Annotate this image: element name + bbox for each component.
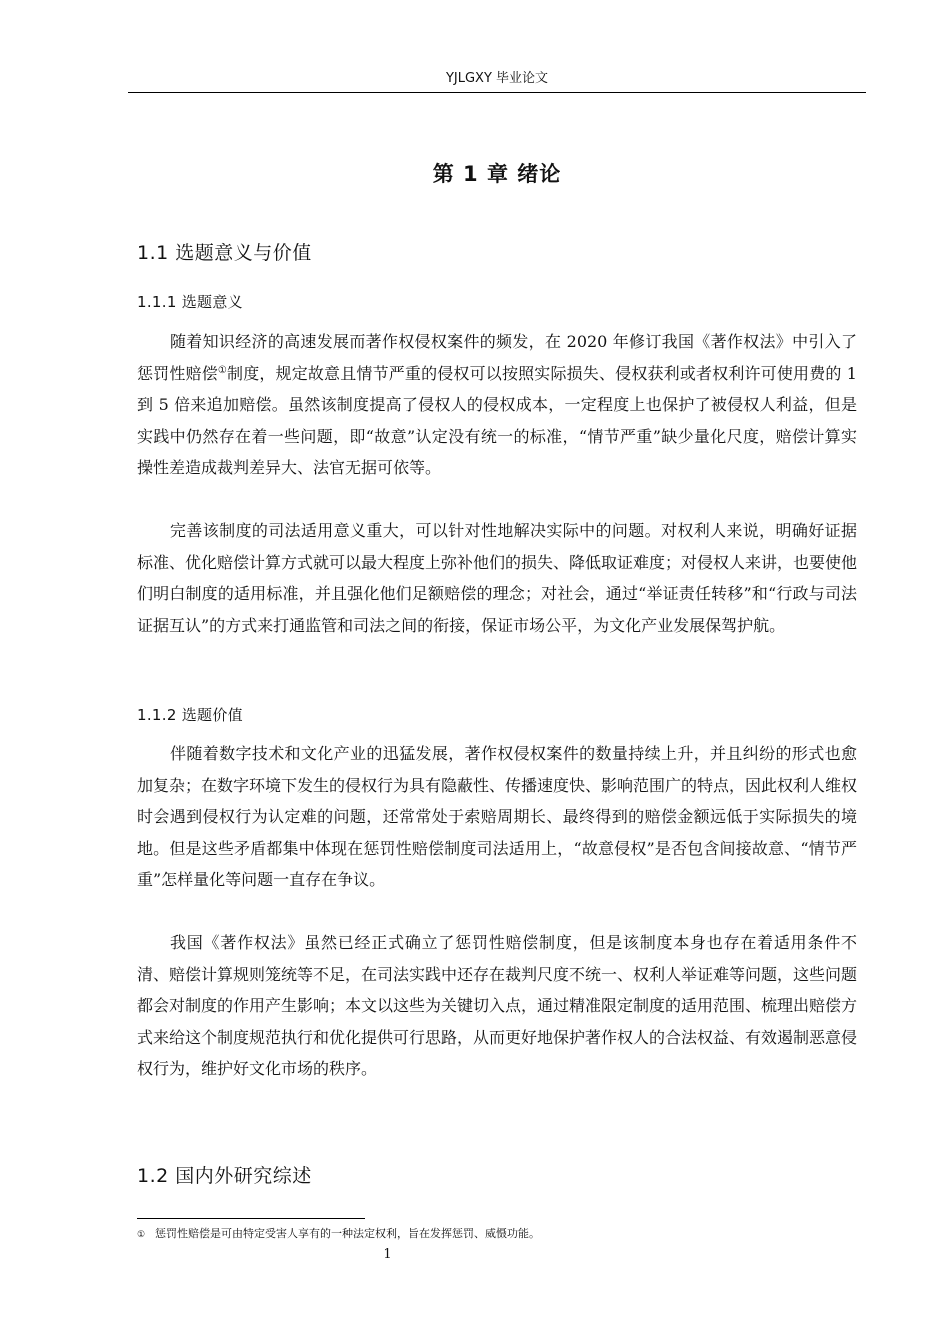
section-heading-1-1: 1.1 选题意义与价值 <box>137 242 312 264</box>
footnote-divider <box>137 1218 365 1219</box>
paragraph-significance-2: 完善该制度的司法适用意义重大，可以针对性地解决实际中的问题。对权利人来说，明确好证据标准、优化赔偿计算方式就可以最大程度上弥补他们的损失、降低取证难度；对侵权人来讲，也要使他们明白制度的适用标准，并且强化他们足额赔偿的理念；对社会，通过“举证责任转移”和“行政与司法证据互认”的方式来打通监管和司法之间的衔接，保证市场公平，为文化产业发展保驾护航。 <box>137 521 858 635</box>
page-number: 1 <box>383 1247 392 1262</box>
footnote <box>137 1226 857 1243</box>
subsection-heading-1-1-2: 1.1.2 选题价值 <box>137 706 243 724</box>
footnote-text: 惩罚性赔偿是可由特定受害人享有的一种法定权利，旨在发挥惩罚、威慑功能。 <box>155 1227 540 1240</box>
paragraph-text: 随着知识经济的高速发展而著作权侵权案件的频发，在 2020 年修订我国《著作权法》中引入了惩罚性赔偿 <box>137 332 857 383</box>
footnote-reference[interactable]: ① <box>217 364 228 376</box>
chapter-title: 第 1 章 绪论 <box>432 162 562 186</box>
section-heading-1-2: 1.2 国内外研究综述 <box>137 1165 312 1187</box>
subsection-heading-1-1-1: 1.1.1 选题意义 <box>137 293 243 311</box>
paragraph-significance-1 <box>137 326 857 484</box>
paragraph-value-2: 我国《著作权法》虽然已经正式确立了惩罚性赔偿制度，但是该制度本身也存在着适用条件不清、赔偿计算规则笼统等不足，在司法实践中还存在裁判尺度不统一、权利人举证难等问题，这些问题都会对制度的作用产生影响；本文以这些为关键切入点，通过精准限定制度的适用范围、梳理出赔偿方式来给这个制度规范执行和优化提供可行思路，从而更好地保护著作权人的合法权益、有效遏制恶意侵权行为，维护好文化市场的秩序。 <box>137 933 858 1078</box>
paragraph-text: 制度，规定故意且情节严重的侵权可以按照实际损失、侵权获利或者权利许可使用费的 1 到 5 倍来追加赔偿。虽然该制度提高了侵权人的侵权成本，一定程度上也保护了被侵权人利益，但是实践中仍然存在着一些问题，即“故意”认定没有统一的标准，“情节严重”缺少量化尺度，赔偿计算实操性差造成裁判差异大、法官无据可依等。 <box>137 363 857 477</box>
running-header: YJLGXY 毕业论文 <box>128 70 866 93</box>
paragraph-value-1: 伴随着数字技术和文化产业的迅猛发展，著作权侵权案件的数量持续上升，并且纠纷的形式也愈加复杂；在数字环境下发生的侵权行为具有隐蔽性、传播速度快、影响范围广的特点，因此权利人维权时会遇到侵权行为认定难的问题，还常常处于索赔周期长、最终得到的赔偿金额远低于实际损失的境地。但是这些矛盾都集中体现在惩罚性赔偿制度司法适用上，“故意侵权”是否包含间接故意、“情节严重”怎样量化等问题一直存在争议。 <box>137 744 858 889</box>
footnote-mark: ① <box>137 1230 146 1240</box>
